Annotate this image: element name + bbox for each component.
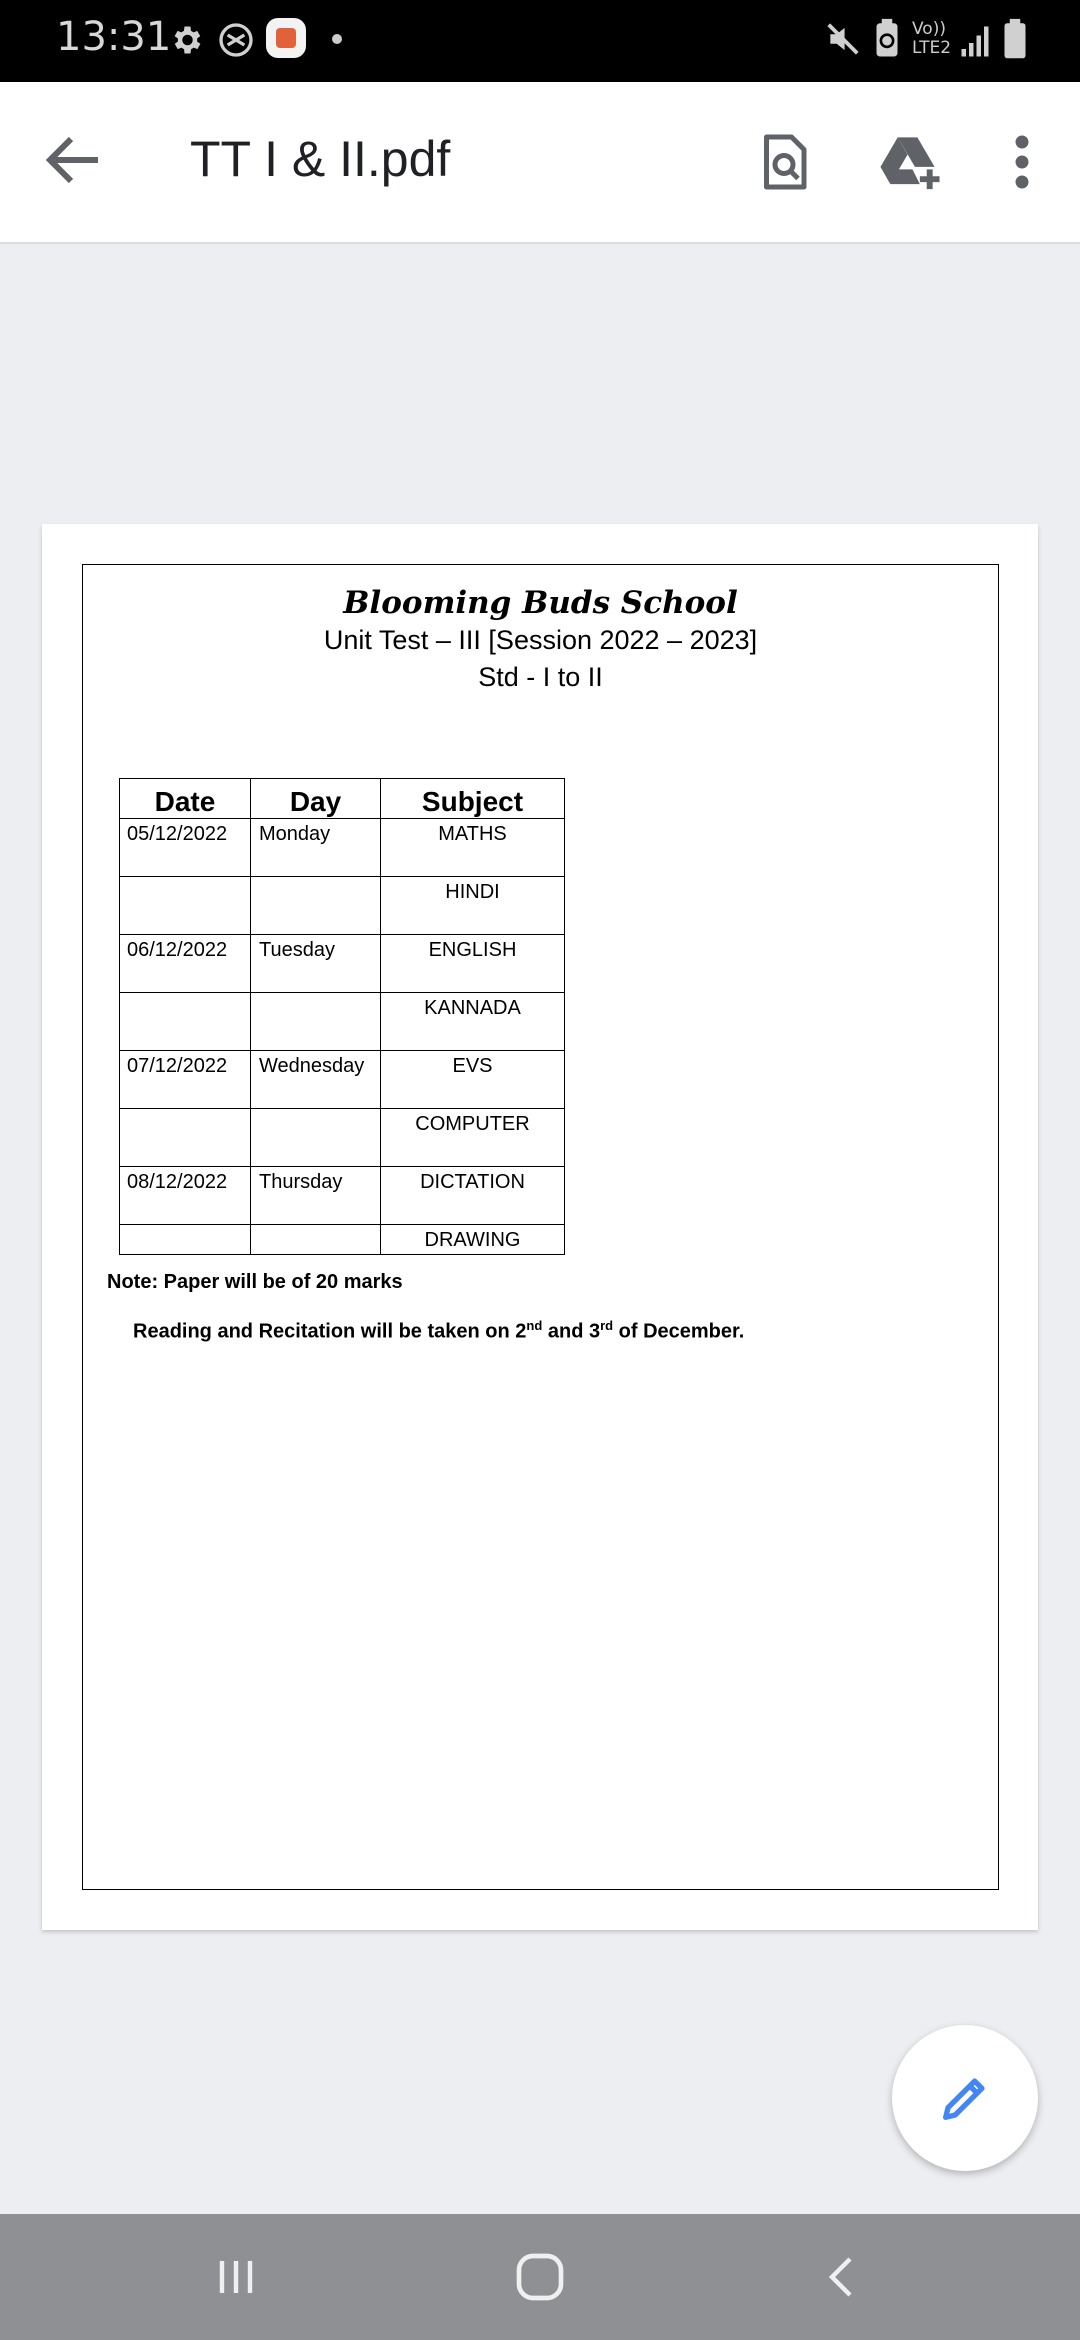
- back-arrow-icon: [38, 124, 110, 196]
- table-row: [120, 1051, 565, 1109]
- cell-day: Monday: [251, 819, 381, 877]
- network-label-bottom: LTE2: [912, 38, 952, 58]
- cell-subject: DRAWING: [381, 1225, 565, 1255]
- edit-pencil-icon: [936, 2069, 994, 2127]
- document-title: TT I & II.pdf: [190, 131, 451, 187]
- cell-day: [251, 1109, 381, 1167]
- cell-day: Wednesday: [251, 1051, 381, 1109]
- cell-date: [120, 993, 251, 1051]
- cell-day: Tuesday: [251, 935, 381, 993]
- edit-fab-button[interactable]: [892, 2025, 1038, 2171]
- mute-icon: [824, 20, 862, 58]
- app-notification-icon: [266, 18, 306, 58]
- cell-date: 07/12/2022: [120, 1051, 251, 1109]
- timetable: [119, 778, 565, 1255]
- home-button[interactable]: [500, 2242, 580, 2312]
- table-row: [120, 935, 565, 993]
- header-date: Date: [120, 779, 251, 819]
- search-document-button[interactable]: [744, 122, 824, 202]
- standard-label: Std - I to II: [478, 662, 603, 692]
- cell-subject: DICTATION: [381, 1167, 565, 1225]
- reading-note: [133, 1318, 744, 1344]
- more-options-button[interactable]: [982, 122, 1062, 202]
- table-row: [120, 993, 565, 1051]
- status-bar: [0, 0, 1080, 82]
- search-document-icon: [754, 131, 814, 193]
- sync-icon: [216, 20, 256, 60]
- more-vert-icon: [1012, 132, 1032, 192]
- cell-day: [251, 877, 381, 935]
- exam-title: Unit Test – III [Session 2022 – 2023]: [323, 625, 758, 655]
- cell-subject: ENGLISH: [381, 935, 565, 993]
- reading-text-1: Reading and Recitation will be taken on 2: [133, 1320, 527, 1343]
- header-day: Day: [251, 779, 381, 819]
- cell-date: 05/12/2022: [120, 819, 251, 877]
- system-back-button[interactable]: [802, 2242, 882, 2312]
- back-icon: [818, 2251, 866, 2303]
- battery-icon: [1002, 18, 1028, 60]
- cell-date: 08/12/2022: [120, 1167, 251, 1225]
- cell-day: [251, 1225, 381, 1255]
- cell-subject: KANNADA: [381, 993, 565, 1051]
- cell-subject: MATHS: [381, 819, 565, 877]
- school-name: Blooming Buds School: [343, 585, 738, 621]
- recents-icon: [212, 2253, 260, 2301]
- cell-subject: EVS: [381, 1051, 565, 1109]
- table-row: [120, 1109, 565, 1167]
- pdf-page: [42, 524, 1038, 1930]
- table-row: [120, 1167, 565, 1225]
- cell-date: [120, 1225, 251, 1255]
- add-to-drive-icon: [878, 132, 942, 192]
- page-border: [82, 564, 999, 1890]
- home-icon: [512, 2249, 568, 2305]
- cell-subject: HINDI: [381, 877, 565, 935]
- network-label-top: Vo)): [912, 19, 946, 39]
- table-header-row: [120, 779, 565, 819]
- cell-subject: COMPUTER: [381, 1109, 565, 1167]
- header-subject: Subject: [381, 779, 565, 819]
- table-row: [120, 877, 565, 935]
- cell-date: [120, 1109, 251, 1167]
- recents-button[interactable]: [196, 2242, 276, 2312]
- cell-day: [251, 993, 381, 1051]
- status-time: 13:31: [56, 14, 172, 60]
- network-label: [912, 20, 951, 58]
- reading-sup-1: nd: [526, 1318, 543, 1333]
- signal-icon: [960, 22, 990, 58]
- back-button[interactable]: [38, 124, 110, 196]
- reading-text-3: of December.: [613, 1320, 745, 1343]
- cell-day: Thursday: [251, 1167, 381, 1225]
- table-row: [120, 1225, 565, 1255]
- app-bar: [0, 82, 1080, 244]
- reading-sup-2: rd: [600, 1318, 614, 1333]
- table-row: [120, 819, 565, 877]
- settings-icon: [168, 22, 204, 58]
- battery-saver-icon: [872, 18, 902, 60]
- cell-date: 06/12/2022: [120, 935, 251, 993]
- navigation-bar: [0, 2214, 1080, 2340]
- add-to-drive-button[interactable]: [870, 122, 950, 202]
- dot-icon: [332, 34, 342, 44]
- cell-date: [120, 877, 251, 935]
- marks-note: Note: Paper will be of 20 marks: [107, 1271, 403, 1293]
- reading-text-2: and 3: [542, 1320, 601, 1343]
